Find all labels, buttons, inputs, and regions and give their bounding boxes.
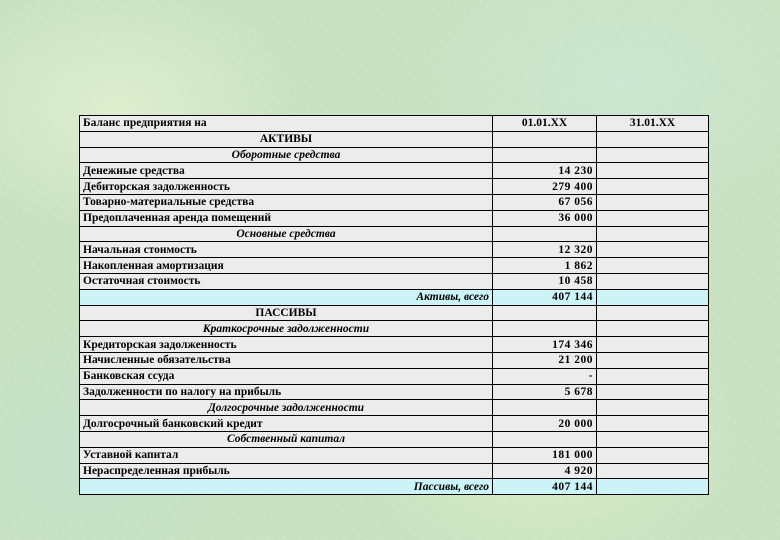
empty-cell (597, 431, 709, 447)
table-row (80, 179, 709, 195)
empty-cell (597, 321, 709, 337)
row-value-2 (597, 463, 709, 479)
row-label: Кредиторская задолженность (80, 337, 493, 353)
liabilities-total-value-1: 407 144 (493, 479, 597, 495)
row-label: Накопленная амортизация (80, 258, 493, 274)
row-label: Уставной капитал (80, 447, 493, 463)
assets-total-value-2 (597, 289, 709, 305)
current-assets-heading: Оборотные средства (80, 147, 493, 163)
assets-total-row (80, 289, 709, 305)
row-value-1: 181 000 (493, 447, 597, 463)
row-label: Начисленные обязательства (80, 352, 493, 368)
table-row (80, 242, 709, 258)
row-value-1: 67 056 (493, 194, 597, 210)
table-row (80, 273, 709, 289)
row-value-2 (597, 416, 709, 432)
table-row (80, 337, 709, 353)
table-row (80, 210, 709, 226)
fixed-assets-heading: Основные средства (80, 226, 493, 242)
row-value-1: 36 000 (493, 210, 597, 226)
empty-cell (493, 431, 597, 447)
row-label: Предоплаченная аренда помещений (80, 210, 493, 226)
empty-cell (597, 147, 709, 163)
empty-cell (493, 226, 597, 242)
row-value-2 (597, 242, 709, 258)
balance-title: Баланс предприятия на (80, 116, 493, 132)
table-row (80, 163, 709, 179)
date-column-1: 01.01.XX (493, 116, 597, 132)
row-value-1: 4 920 (493, 463, 597, 479)
subsection-row (80, 147, 709, 163)
row-label: Начальная стоимость (80, 242, 493, 258)
empty-cell (597, 226, 709, 242)
row-label: Нераспределенная прибыль (80, 463, 493, 479)
row-value-1: 12 320 (493, 242, 597, 258)
row-value-1: 10 458 (493, 273, 597, 289)
empty-cell (597, 400, 709, 416)
row-label: Товарно-материальные средства (80, 194, 493, 210)
row-label: Задолженности по налогу на прибыль (80, 384, 493, 400)
short-term-heading: Краткосрочные задолженности (80, 321, 493, 337)
empty-cell (597, 131, 709, 147)
row-value-2 (597, 368, 709, 384)
row-value-2 (597, 163, 709, 179)
row-value-1: 21 200 (493, 352, 597, 368)
row-value-1: 5 678 (493, 384, 597, 400)
table-row (80, 463, 709, 479)
empty-cell (493, 321, 597, 337)
row-value-2 (597, 447, 709, 463)
assets-total-value-1: 407 144 (493, 289, 597, 305)
row-label: Денежные средства (80, 163, 493, 179)
row-value-2 (597, 384, 709, 400)
row-value-1: 279 400 (493, 179, 597, 195)
table-row (80, 447, 709, 463)
subsection-row (80, 400, 709, 416)
row-value-2 (597, 352, 709, 368)
row-value-2 (597, 273, 709, 289)
row-value-2 (597, 337, 709, 353)
row-value-1: - (493, 368, 597, 384)
row-label: Дебиторская задолженность (80, 179, 493, 195)
liabilities-total-value-2 (597, 479, 709, 495)
subsection-row (80, 321, 709, 337)
empty-cell (597, 305, 709, 321)
section-row (80, 305, 709, 321)
subsection-row (80, 431, 709, 447)
liabilities-total-row (80, 479, 709, 495)
empty-cell (493, 131, 597, 147)
row-label: Остаточная стоимость (80, 273, 493, 289)
table-row (80, 352, 709, 368)
table-row (80, 258, 709, 274)
liabilities-heading: ПАССИВЫ (80, 305, 493, 321)
table-row (80, 194, 709, 210)
row-value-2 (597, 258, 709, 274)
table-row (80, 368, 709, 384)
row-value-2 (597, 210, 709, 226)
row-value-1: 20 000 (493, 416, 597, 432)
subsection-row (80, 226, 709, 242)
date-column-2: 31.01.XX (597, 116, 709, 132)
header-row (80, 116, 709, 132)
row-value-1: 174 346 (493, 337, 597, 353)
assets-total-label: Активы, всего (80, 289, 493, 305)
row-value-1: 14 230 (493, 163, 597, 179)
section-row (80, 131, 709, 147)
long-term-heading: Долгосрочные задолженности (80, 400, 493, 416)
table-row (80, 416, 709, 432)
row-value-2 (597, 194, 709, 210)
empty-cell (493, 400, 597, 416)
balance-sheet-table (79, 115, 709, 495)
row-label: Долгосрочный банковский кредит (80, 416, 493, 432)
assets-heading: АКТИВЫ (80, 131, 493, 147)
liabilities-total-label: Пассивы, всего (80, 479, 493, 495)
row-label: Банковская ссуда (80, 368, 493, 384)
empty-cell (493, 147, 597, 163)
row-value-2 (597, 179, 709, 195)
table-row (80, 384, 709, 400)
row-value-1: 1 862 (493, 258, 597, 274)
equity-heading: Собственный капитал (80, 431, 493, 447)
empty-cell (493, 305, 597, 321)
